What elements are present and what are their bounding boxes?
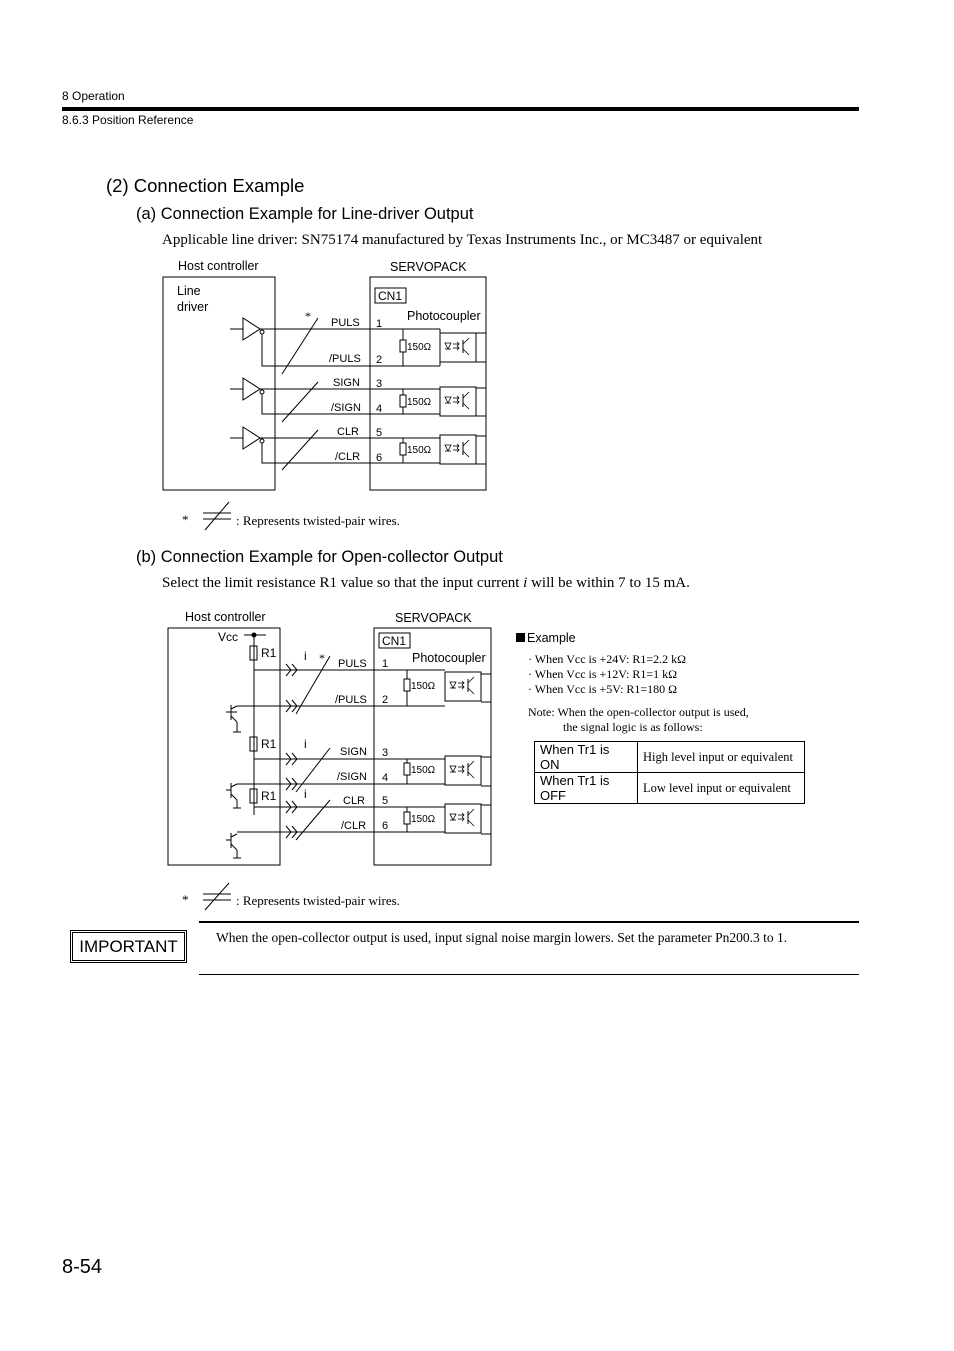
current-i-1: i	[304, 649, 307, 663]
table-cell: When Tr1 is ON	[535, 742, 638, 773]
signal-npuls-a: /PULS	[329, 353, 361, 365]
diagram-b	[168, 610, 491, 865]
signal-clr-a: CLR	[337, 426, 360, 438]
table-cell: When Tr1 is OFF	[535, 773, 638, 804]
signal-puls-a: PULS	[331, 317, 360, 329]
pin-3-a: 3	[376, 378, 383, 390]
subsection-a-body: Applicable line driver: SN75174 manufactured by Texas Instruments Inc., or MC3487 or equivalent	[162, 232, 763, 248]
example-line-3: · When Vcc is +5V: R1=180 Ω	[528, 682, 678, 696]
signal-nsign-b: /SIGN	[337, 771, 367, 783]
cn1-label-a: CN1	[378, 289, 403, 303]
pin-3-b: 3	[382, 747, 389, 759]
pin-2-b: 2	[382, 694, 389, 706]
diagram-a	[163, 259, 486, 490]
host-controller-label-a: Host controller	[178, 259, 259, 273]
resistor-1-b: 150Ω	[411, 681, 436, 692]
pin-6-b: 6	[382, 820, 389, 832]
twisted-note-a: : Represents twisted-pair wires.	[236, 513, 400, 528]
signal-puls-b: PULS	[338, 658, 367, 670]
twisted-pair-symbol-a	[203, 502, 231, 530]
resistor-2-a: 150Ω	[407, 397, 432, 408]
signal-nsign-a: /SIGN	[331, 402, 361, 414]
twisted-note-b: : Represents twisted-pair wires.	[236, 893, 400, 908]
pin-4-a: 4	[376, 403, 383, 415]
body-b-pre: Select the limit resistance R1 value so that the input current	[162, 575, 524, 591]
current-i-3: i	[304, 787, 307, 801]
logic-note-line-1: Note: When the open-collector output is used,	[528, 705, 749, 719]
signal-sign-a: SIGN	[333, 377, 360, 389]
section-title: (2) Connection Example	[106, 175, 305, 196]
subsection-b-title: (b) Connection Example for Open-collector Output	[136, 548, 503, 566]
signal-clr-b: CLR	[343, 795, 366, 807]
signal-sign-b: SIGN	[340, 746, 367, 758]
twisted-pair-symbol-b	[203, 883, 231, 910]
important-top-rule	[199, 921, 859, 923]
pin-5-b: 5	[382, 795, 389, 807]
resistor-2-b: 150Ω	[411, 765, 436, 776]
cn1-label-b: CN1	[382, 634, 407, 648]
resistor-3-a: 150Ω	[407, 445, 432, 456]
example-title: Example	[527, 631, 576, 645]
resistor-1-a: 150Ω	[407, 342, 432, 353]
important-bottom-rule	[199, 974, 859, 975]
example-line-1: · When Vcc is +24V: R1=2.2 kΩ	[528, 652, 687, 666]
body-b-post: will be within 7 to 15 mA.	[527, 575, 690, 591]
pin-1-a: 1	[376, 318, 383, 330]
body-b-italic: i	[523, 575, 528, 591]
table-cell: High level input or equivalent	[638, 742, 805, 773]
photocoupler-label-a: Photocoupler	[407, 309, 481, 323]
servopack-label-b: SERVOPACK	[395, 611, 472, 625]
signal-nclr-a: /CLR	[335, 451, 361, 463]
chapter-header: 8 Operation	[62, 89, 125, 103]
example-bullet-icon	[516, 633, 525, 642]
line-driver-label-2: driver	[177, 300, 209, 314]
example-line-2: · When Vcc is +12V: R1=1 kΩ	[528, 667, 678, 681]
table-row	[535, 773, 805, 804]
r1-label-3: R1	[261, 789, 277, 803]
servopack-label-a: SERVOPACK	[390, 260, 467, 274]
signal-nclr-b: /CLR	[341, 820, 367, 832]
subsection-a-title: (a) Connection Example for Line-driver Output	[136, 205, 474, 223]
twisted-asterisk-a: *	[305, 309, 311, 323]
pin-5-a: 5	[376, 427, 383, 439]
page-number: 8-54	[62, 1256, 103, 1278]
signal-npuls-b: /PULS	[335, 694, 367, 706]
r1-label-2: R1	[261, 737, 277, 751]
pin-1-b: 1	[382, 658, 389, 670]
note-star-a: *	[182, 512, 189, 527]
pin-6-a: 6	[376, 452, 383, 464]
subsection-b-body	[162, 575, 690, 592]
pin-2-a: 2	[376, 354, 383, 366]
photocoupler-label-b: Photocoupler	[412, 651, 486, 665]
section-header: 8.6.3 Position Reference	[62, 113, 194, 127]
vcc-label: Vcc	[218, 630, 239, 644]
twisted-asterisk-b: *	[319, 651, 325, 665]
important-label: IMPORTANT	[70, 930, 187, 963]
table-cell: Low level input or equivalent	[638, 773, 805, 804]
current-i-2: i	[304, 737, 307, 751]
important-text: When the open-collector output is used, input signal noise margin lowers. Set the parameter Pn200.3 to 1.	[216, 930, 788, 945]
table-row	[535, 742, 805, 773]
pin-4-b: 4	[382, 772, 389, 784]
resistor-3-b: 150Ω	[411, 814, 436, 825]
logic-note-line-2: the signal logic is as follows:	[563, 720, 703, 734]
signal-logic-table	[534, 741, 805, 804]
r1-label-1: R1	[261, 646, 277, 660]
line-driver-label-1: Line	[177, 284, 201, 298]
note-star-b: *	[182, 892, 189, 907]
host-controller-label-b: Host controller	[185, 610, 266, 624]
